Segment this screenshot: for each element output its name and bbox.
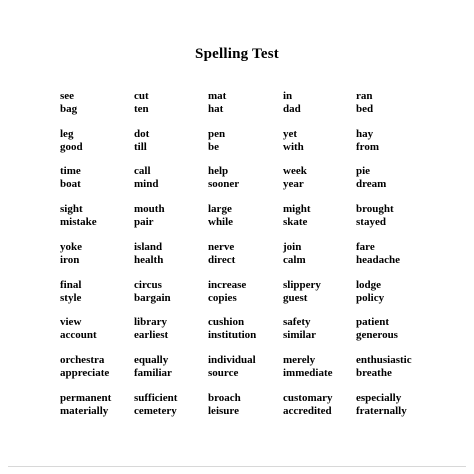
- spelling-word: final: [60, 279, 82, 291]
- word-pair: [60, 241, 82, 267]
- word-pair: [356, 165, 386, 191]
- spelling-word: brought: [356, 203, 394, 215]
- spelling-word: health: [134, 254, 164, 266]
- spelling-word: week: [283, 165, 307, 177]
- spelling-word: orchestra: [60, 354, 105, 366]
- spelling-word: cushion: [208, 316, 245, 328]
- word-pair: [283, 165, 307, 191]
- spelling-word: mat: [208, 90, 227, 102]
- spelling-word: in: [283, 90, 293, 102]
- word-pair: [283, 128, 304, 154]
- spelling-word: be: [208, 141, 219, 153]
- word-pair: [60, 392, 111, 418]
- spelling-word: skate: [283, 216, 308, 228]
- word-pair: [356, 279, 384, 305]
- spelling-word: boat: [60, 178, 81, 190]
- spelling-word: join: [283, 241, 302, 253]
- spelling-word: might: [283, 203, 311, 215]
- word-pair: [60, 354, 109, 380]
- spelling-word: policy: [356, 292, 385, 304]
- word-pair: [208, 241, 235, 267]
- word-pair: [60, 128, 83, 154]
- word-pair: [134, 279, 171, 305]
- spelling-word: merely: [283, 354, 316, 366]
- spelling-word: bag: [60, 103, 78, 115]
- word-pair: [60, 165, 81, 191]
- spelling-word: earliest: [134, 329, 169, 341]
- spelling-word: familiar: [134, 367, 172, 379]
- spelling-word: dream: [356, 178, 387, 190]
- spelling-word: hat: [208, 103, 224, 115]
- word-pair: [208, 90, 226, 116]
- spelling-word: mouth: [134, 203, 165, 215]
- word-pair: [134, 392, 177, 418]
- word-pair: [208, 165, 239, 191]
- word-grid: [0, 90, 474, 420]
- spelling-word: stayed: [356, 216, 386, 228]
- spelling-word: permanent: [60, 392, 112, 404]
- spelling-word: fare: [356, 241, 375, 253]
- spelling-word: lodge: [356, 279, 382, 291]
- spelling-word: bed: [356, 103, 374, 115]
- spelling-word: accredited: [283, 405, 332, 417]
- spelling-word: time: [60, 165, 81, 177]
- word-pair: [134, 316, 168, 342]
- spelling-word: breathe: [356, 367, 392, 379]
- spelling-word: appreciate: [60, 367, 110, 379]
- spelling-word: increase: [208, 279, 247, 291]
- word-pair: [134, 203, 165, 229]
- spelling-word: with: [283, 141, 304, 153]
- spelling-word: customary: [283, 392, 333, 404]
- spelling-word: cemetery: [134, 405, 177, 417]
- page-title: Spelling Test: [195, 46, 279, 62]
- spelling-word: mistake: [60, 216, 97, 228]
- spelling-word: yet: [283, 128, 298, 140]
- spelling-word: from: [356, 141, 380, 153]
- spelling-word: leisure: [208, 405, 239, 417]
- spelling-word: cut: [134, 90, 149, 102]
- spelling-word: fraternally: [356, 405, 407, 417]
- spelling-word: patient: [356, 316, 389, 328]
- spelling-word: guest: [283, 292, 308, 304]
- spelling-word: generous: [356, 329, 398, 341]
- word-pair: [134, 354, 172, 380]
- spelling-word: dad: [283, 103, 301, 115]
- word-pair: [283, 354, 332, 380]
- spelling-word: help: [208, 165, 229, 177]
- spelling-word: source: [208, 367, 239, 379]
- word-pair: [356, 392, 407, 418]
- spelling-word: slippery: [283, 279, 321, 291]
- word-pair: [60, 316, 97, 342]
- spelling-word: style: [60, 292, 82, 304]
- spelling-word: equally: [134, 354, 169, 366]
- word-pair: [208, 354, 256, 380]
- spelling-word: island: [134, 241, 163, 253]
- spelling-word: pie: [356, 165, 371, 177]
- spelling-word: hay: [356, 128, 374, 140]
- word-pair: [356, 128, 379, 154]
- word-pair: [60, 203, 97, 229]
- spelling-word: sight: [60, 203, 83, 215]
- word-pair: [208, 392, 241, 418]
- spelling-word: sooner: [208, 178, 240, 190]
- word-pair: [208, 203, 233, 229]
- spelling-word: dot: [134, 128, 150, 140]
- word-pair: [60, 90, 77, 116]
- spelling-word: especially: [356, 392, 402, 404]
- spelling-word: individual: [208, 354, 256, 366]
- word-pair: [356, 316, 398, 342]
- divider: [8, 466, 466, 467]
- spelling-word: large: [208, 203, 232, 215]
- spelling-word: sufficient: [134, 392, 178, 404]
- word-pair: [208, 279, 246, 305]
- word-pair: [208, 316, 256, 342]
- word-pair: [134, 241, 163, 267]
- spelling-word: enthusiastic: [356, 354, 412, 366]
- word-pair: [356, 354, 412, 380]
- word-pair: [283, 279, 321, 305]
- word-pair: [283, 90, 301, 116]
- spelling-word: library: [134, 316, 167, 328]
- spelling-word: calm: [283, 254, 306, 266]
- spelling-word: account: [60, 329, 97, 341]
- spelling-word: while: [208, 216, 234, 228]
- spelling-word: yoke: [60, 241, 82, 253]
- word-pair: [134, 128, 149, 154]
- spelling-word: ran: [356, 90, 373, 102]
- spelling-word: nerve: [208, 241, 235, 253]
- spelling-word: ten: [134, 103, 149, 115]
- spelling-word: iron: [60, 254, 80, 266]
- spelling-word: good: [60, 141, 83, 153]
- word-pair: [356, 203, 394, 229]
- spelling-word: leg: [60, 128, 74, 140]
- spelling-word: view: [60, 316, 82, 328]
- word-pair: [134, 90, 149, 116]
- spelling-word: till: [134, 141, 147, 153]
- spelling-word: direct: [208, 254, 236, 266]
- word-pair: [60, 279, 81, 305]
- word-pair: [356, 90, 373, 116]
- spelling-word: safety: [283, 316, 311, 328]
- word-pair: [208, 128, 225, 154]
- spelling-word: see: [60, 90, 75, 102]
- word-pair: [283, 392, 333, 418]
- spelling-word: copies: [208, 292, 237, 304]
- spelling-word: call: [134, 165, 151, 177]
- spelling-word: headache: [356, 254, 400, 266]
- spelling-word: year: [283, 178, 304, 190]
- spelling-word: institution: [208, 329, 257, 341]
- spelling-word: broach: [208, 392, 241, 404]
- word-pair: [356, 241, 400, 267]
- word-pair: [134, 165, 158, 191]
- word-pair: [283, 241, 306, 267]
- spelling-word: circus: [134, 279, 162, 291]
- spelling-word: immediate: [283, 367, 333, 379]
- spelling-word: pair: [134, 216, 154, 228]
- word-pair: [283, 203, 311, 229]
- spelling-word: bargain: [134, 292, 171, 304]
- spelling-word: pen: [208, 128, 226, 140]
- spelling-word: similar: [283, 329, 316, 341]
- word-pair: [283, 316, 316, 342]
- spelling-word: mind: [134, 178, 159, 190]
- spelling-word: materially: [60, 405, 109, 417]
